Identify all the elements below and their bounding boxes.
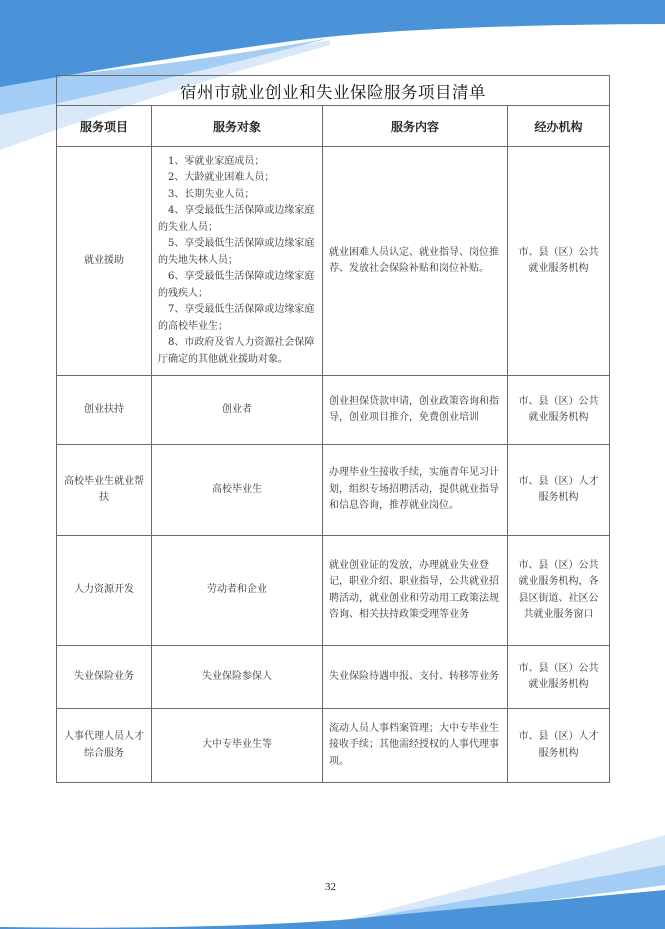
service-content: 失业保险待遇申报、支付、转移等业务 bbox=[323, 646, 508, 709]
column-header-item: 服务项目 bbox=[57, 106, 152, 147]
service-target: 大中专毕业生等 bbox=[152, 709, 323, 783]
target-list-item: 7、享受最低生活保障或边缘家庭的高校毕业生； bbox=[158, 304, 315, 332]
service-content: 流动人员人事档案管理；大中专毕业生接收手续；其他需经授权的人事代理事项。 bbox=[323, 709, 508, 783]
service-agency: 市、县（区）公共就业服务机构，各县区街道、社区公共就业服务窗口 bbox=[508, 536, 610, 646]
service-content: 办理毕业生接收手续，实施青年见习计划，组织专场招聘活动，提供就业指导和信息咨询，推荐就业岗位。 bbox=[323, 445, 508, 536]
service-item: 人力资源开发 bbox=[57, 536, 152, 646]
target-list-item: 6、享受最低生活保障或边缘家庭的残疾人； bbox=[158, 271, 315, 299]
service-item: 人事代理人员人才综合服务 bbox=[57, 709, 152, 783]
column-header-target: 服务对象 bbox=[152, 106, 323, 147]
target-list-item: 3、长期失业人员； bbox=[168, 188, 255, 200]
service-agency: 市、县（区）公共就业服务机构 bbox=[508, 147, 610, 376]
service-target: 高校毕业生 bbox=[152, 445, 323, 536]
target-list-item: 8、市政府及省人力资源社会保障厅确定的其他就业援助对象。 bbox=[158, 337, 315, 365]
service-item: 就业援助 bbox=[57, 147, 152, 376]
service-agency: 市、县（区）人才服务机构 bbox=[508, 445, 610, 536]
column-header-agency: 经办机构 bbox=[508, 106, 610, 147]
bottom-banner-decoration bbox=[0, 820, 665, 929]
service-agency: 市、县（区）人才服务机构 bbox=[508, 709, 610, 783]
table-row bbox=[57, 376, 610, 445]
target-list-item: 1、零就业家庭成员； bbox=[168, 155, 265, 167]
service-item: 创业扶持 bbox=[57, 376, 152, 445]
page-number: 32 bbox=[325, 881, 336, 893]
target-list-item: 2、大龄就业困难人员； bbox=[168, 172, 275, 184]
service-agency: 市、县（区）公共就业服务机构 bbox=[508, 646, 610, 709]
header-row bbox=[57, 106, 610, 147]
page-title: 宿州市就业创业和失业保险服务项目清单 bbox=[57, 76, 610, 106]
service-target: 创业者 bbox=[152, 376, 323, 445]
target-list-item: 5、享受最低生活保障或边缘家庭的失地失林人员； bbox=[158, 238, 315, 266]
service-content: 创业担保贷款申请，创业政策咨询和指导，创业项目推介，免费创业培训 bbox=[323, 376, 508, 445]
target-list-item: 4、享受最低生活保障或边缘家庭的失业人员； bbox=[158, 205, 315, 233]
service-content: 就业创业证的发放，办理就业失业登记，职业介绍、职业指导，公共就业招聘活动，就业创业和劳动用工政策法规咨询、相关扶持政策受理等业务 bbox=[323, 536, 508, 646]
table-row bbox=[57, 709, 610, 783]
title-row bbox=[57, 76, 610, 106]
table-row bbox=[57, 445, 610, 536]
table-row bbox=[57, 646, 610, 709]
service-item: 高校毕业生就业帮扶 bbox=[57, 445, 152, 536]
service-content: 就业困难人员认定、就业指导、岗位推荐、发放社会保险补贴和岗位补贴。 bbox=[323, 147, 508, 376]
table-row bbox=[57, 536, 610, 646]
column-header-content: 服务内容 bbox=[323, 106, 508, 147]
service-agency: 市、县（区）公共就业服务机构 bbox=[508, 376, 610, 445]
service-list-table bbox=[56, 75, 610, 783]
service-target: 劳动者和企业 bbox=[152, 536, 323, 646]
service-target: 失业保险参保人 bbox=[152, 646, 323, 709]
service-target-list bbox=[152, 147, 323, 376]
table-row bbox=[57, 147, 610, 376]
service-item: 失业保险业务 bbox=[57, 646, 152, 709]
